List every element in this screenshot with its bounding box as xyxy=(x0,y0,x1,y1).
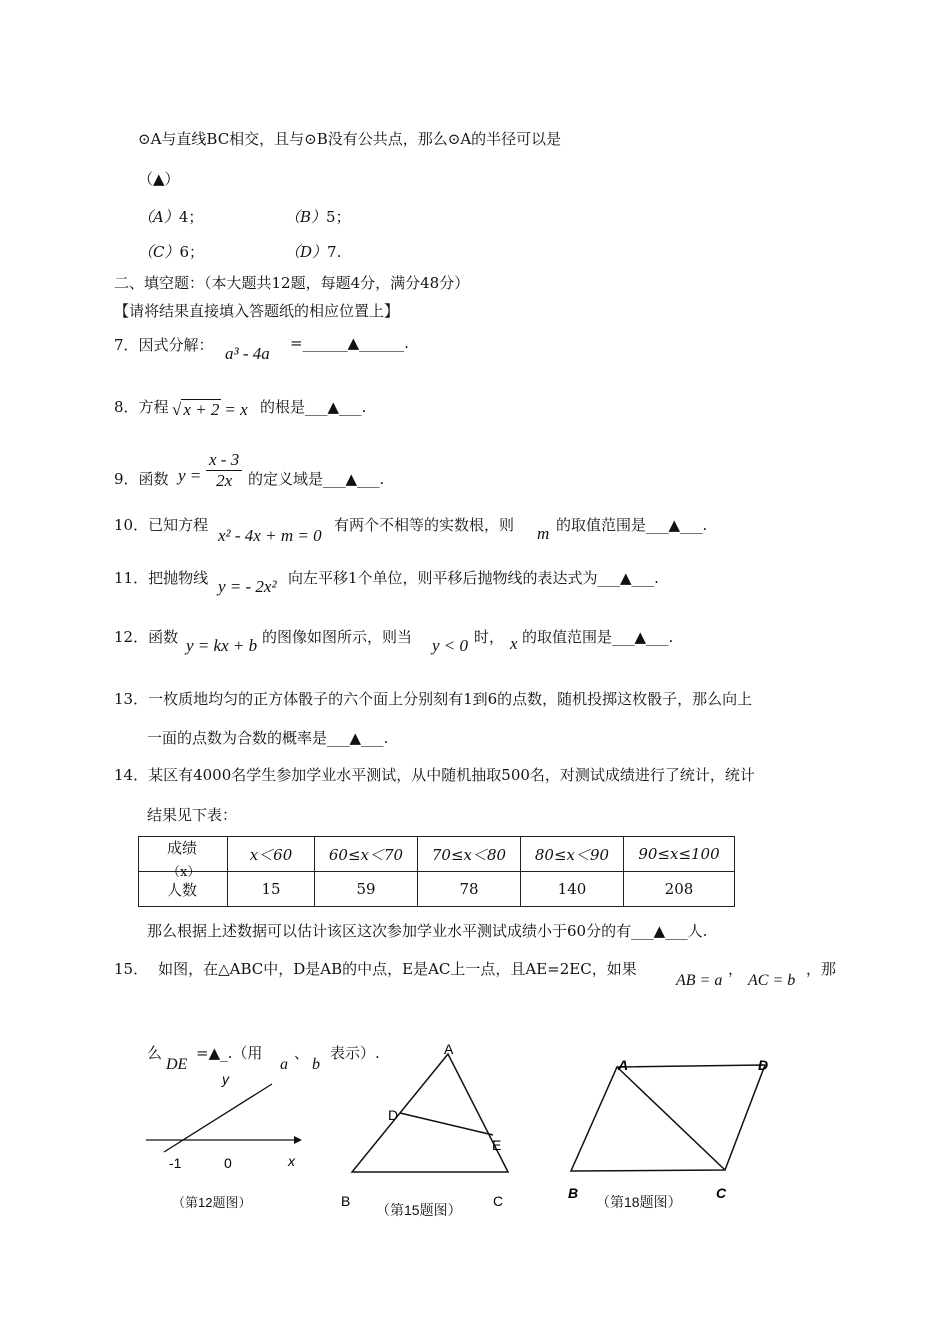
q12-tail: 的取值范围是___▲___. xyxy=(522,628,674,646)
label-c: C xyxy=(493,1193,504,1209)
fig18-caption: （第18题图） xyxy=(596,1194,682,1210)
count-cell: 59 xyxy=(315,872,418,907)
q-number: 13． xyxy=(114,690,149,708)
x-label: x xyxy=(288,1153,295,1169)
q6-option-b xyxy=(285,206,351,227)
q15-line2-mid: =▲_.（用 xyxy=(196,1044,263,1062)
q9 xyxy=(114,468,169,489)
label-e: E xyxy=(492,1137,502,1153)
q14-conclusion: 那么根据上述数据可以估计该区这次参加学业水平测试成绩小于60分的有___▲___人. xyxy=(147,922,708,940)
figure-18 xyxy=(560,1050,780,1200)
q-number: 7． xyxy=(114,336,139,354)
q15-tail: ，那 xyxy=(806,960,837,978)
vector-de: DE xyxy=(166,1056,188,1073)
q7 xyxy=(114,334,214,355)
option-letter: （A） xyxy=(138,208,179,226)
q-number: 9． xyxy=(114,470,139,488)
y-label: y xyxy=(222,1071,229,1087)
section-heading: 二、填空题：（本大题共12题，每题4分，满分48分） xyxy=(114,274,470,292)
q-text: 某区有4000名学生参加学业水平测试，从中随机抽取500名，对测试成绩进行了统计，统计 xyxy=(148,766,755,784)
numerator: x - 3 xyxy=(206,450,242,471)
triangle-abc xyxy=(352,1054,508,1172)
x-axis-arrow xyxy=(294,1136,302,1144)
section-instruction: 【请将结果直接填入答题纸的相应位置上】 xyxy=(114,302,400,320)
label-b: B xyxy=(341,1193,351,1209)
q-number: 15． xyxy=(114,960,149,978)
q-text: 如图，在△ABC中，D是AB的中点，E是AC上一点，且AE=2EC，如果 xyxy=(158,960,637,978)
table-row xyxy=(139,837,735,872)
fig12-caption: （第12题图） xyxy=(172,1195,252,1210)
option-value: 4； xyxy=(178,208,204,226)
label-b: B xyxy=(568,1185,579,1201)
count-cell: 208 xyxy=(624,872,735,907)
sqrt-radicand: x + 2 xyxy=(183,400,220,419)
q-number: 8． xyxy=(114,398,139,416)
parallelogram-abcd xyxy=(571,1065,765,1171)
label-d: D xyxy=(388,1107,399,1123)
q-text: 因式分解： xyxy=(138,336,214,354)
minus-one-label: -1 xyxy=(169,1155,182,1171)
q8 xyxy=(114,396,169,417)
q15-comma: ， xyxy=(728,960,744,978)
q13-line2: 一面的点数为合数的概率是___▲___. xyxy=(147,729,389,747)
diagonal-ac xyxy=(617,1067,725,1170)
label-d: D xyxy=(758,1057,769,1073)
q14-line1 xyxy=(114,764,755,785)
q15-line2-end: 表示）. xyxy=(330,1044,380,1062)
q15-sep: 、 xyxy=(294,1044,310,1062)
q15-line2-start: 么 xyxy=(147,1044,163,1062)
q-text: 把抛物线 xyxy=(148,569,209,587)
row-label: 人数 xyxy=(139,872,228,907)
q6-option-a xyxy=(138,206,203,227)
q15-line1 xyxy=(114,958,637,979)
label-a: A xyxy=(444,1041,454,1057)
q10-expression: x² - 4x + m = 0 xyxy=(218,526,322,545)
table-row xyxy=(139,872,735,907)
sqrt-sign: √ xyxy=(172,400,182,419)
q7-blank: =______▲______. xyxy=(290,334,409,352)
figure-15 xyxy=(330,1040,530,1220)
option-value: 5； xyxy=(326,208,351,226)
q-text: 已知方程 xyxy=(148,516,209,534)
q8-tail: 的根是___▲___. xyxy=(260,398,367,416)
label-a: A xyxy=(618,1057,629,1073)
q-number: 12． xyxy=(114,628,149,646)
q12-expression: y = kx + b xyxy=(186,636,258,655)
origin-label: 0 xyxy=(224,1155,232,1171)
q11 xyxy=(114,567,208,588)
range-cell: 90≤x≤100 xyxy=(624,837,735,872)
vector-b: b xyxy=(312,1056,320,1073)
vector-a: a xyxy=(280,1056,288,1073)
q9-fraction xyxy=(206,450,242,491)
q6-stem-end: ⊙A与直线BC相交，且与⊙B没有公共点，那么⊙A的半径可以是 xyxy=(138,130,562,148)
line-graph xyxy=(164,1084,272,1152)
q6-answer-mark: （▲） xyxy=(138,170,180,188)
q-text: 一枚质地均匀的正方体骰子的六个面上分别刻有1到6的点数，随机投掷这枚骰子，那么向上 xyxy=(148,690,753,708)
count-cell: 78 xyxy=(418,872,521,907)
vector-ab: AB = a xyxy=(676,972,723,989)
q10-tail: 的取值范围是___▲___. xyxy=(556,516,708,534)
option-letter: （D） xyxy=(285,243,328,261)
option-value: 6； xyxy=(179,243,205,261)
count-cell: 140 xyxy=(521,872,624,907)
denominator: 2x xyxy=(216,471,233,490)
q6-option-c xyxy=(138,241,204,262)
q12-mid2: 时， xyxy=(474,628,505,646)
q-text: 函数 xyxy=(138,470,169,488)
option-value: 7. xyxy=(327,243,342,261)
option-letter: （B） xyxy=(285,208,327,226)
q13-line1 xyxy=(114,688,752,709)
range-cell: 70≤x＜80 xyxy=(418,837,521,872)
q12-condition: y < 0 xyxy=(432,636,469,655)
header-sublabel: （x） xyxy=(167,865,201,880)
q11-tail: 向左平移1个单位，则平移后抛物线的表达式为___▲___. xyxy=(288,569,659,587)
q9-tail: 的定义域是___▲___. xyxy=(248,470,385,488)
q-number: 14． xyxy=(114,766,149,784)
q-number: 10． xyxy=(114,516,149,534)
q9-lhs: y = xyxy=(178,466,202,485)
q12 xyxy=(114,626,178,647)
q10 xyxy=(114,514,208,535)
header-cell xyxy=(139,837,228,880)
q12-var: x xyxy=(510,634,518,653)
option-letter: （C） xyxy=(138,243,180,261)
vector-ac: AC = b xyxy=(748,972,796,989)
header-label: 成绩 xyxy=(167,839,198,857)
label-c: C xyxy=(716,1185,727,1201)
fig15-caption: （第15题图） xyxy=(376,1202,462,1218)
range-cell: 60≤x＜70 xyxy=(315,837,418,872)
q14-line2: 结果见下表： xyxy=(147,806,238,824)
equation-rhs: = x xyxy=(224,400,248,419)
figure-12 xyxy=(140,1060,320,1180)
q12-mid: 的图像如图所示，则当 xyxy=(262,628,413,646)
q-number: 11． xyxy=(114,569,149,587)
q-text: 函数 xyxy=(148,628,179,646)
q6-option-d xyxy=(285,241,341,262)
q-text: 方程 xyxy=(138,398,169,416)
q11-expression: y = - 2x² xyxy=(218,577,277,596)
q10-var: m xyxy=(537,524,550,543)
range-cell: 80≤x＜90 xyxy=(521,837,624,872)
q8-expression xyxy=(172,400,248,420)
q7-expression: a³ - 4a xyxy=(225,344,270,363)
score-table xyxy=(138,836,735,907)
q10-mid: 有两个不相等的实数根，则 xyxy=(334,516,515,534)
count-cell: 15 xyxy=(228,872,315,907)
range-cell: x＜60 xyxy=(228,837,315,872)
